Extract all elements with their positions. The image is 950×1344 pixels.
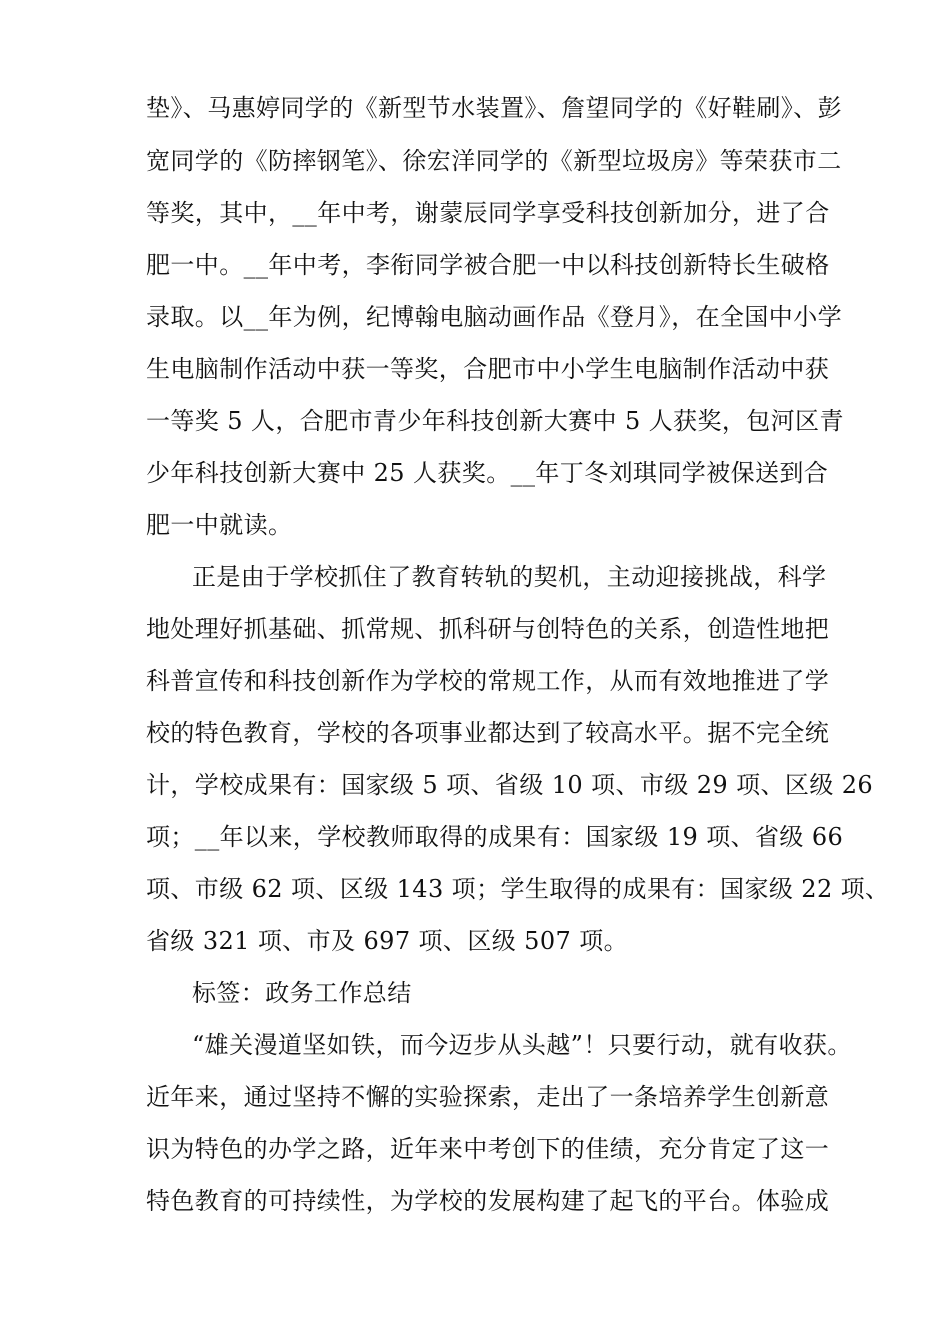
text-line: 等奖，其中，__年中考，谢蒙辰同学享受科技创新加分，进了合 (146, 199, 830, 227)
text-line: 垫》、马惠婷同学的《新型节水装置》、詹望同学的《好鞋刷》、彭 (146, 94, 842, 122)
text-line: 肥一中就读。 (146, 511, 293, 539)
text-line: 项、市级 62 项、区级 143 项；学生取得的成果有：国家级 22 项、 (146, 875, 890, 903)
text-line: 校的特色教育，学校的各项事业都达到了较高水平。据不完全统 (146, 719, 830, 747)
text-line: 地处理好抓基础、抓常规、抓科研与创特色的关系，创造性地把 (146, 615, 830, 643)
text-line: 生电脑制作活动中获一等奖，合肥市中小学生电脑制作活动中获 (146, 355, 830, 383)
text-line: 宽同学的《防摔钢笔》、徐宏洋同学的《新型垃圾房》等荣获市二 (146, 147, 842, 175)
text-line: 近年来，通过坚持不懈的实验探索，走出了一条培养学生创新意 (146, 1083, 830, 1111)
text-line: 一等奖 5 人，合肥市青少年科技创新大赛中 5 人获奖，包河区青 (146, 407, 844, 435)
text-line: 正是由于学校抓住了教育转轨的契机，主动迎接挑战，科学 (192, 563, 827, 591)
text-line: 计，学校成果有：国家级 5 项、省级 10 项、市级 29 项、区级 26 (146, 771, 874, 799)
text-line: 少年科技创新大赛中 25 人获奖。__年丁冬刘琪同学被保送到合 (146, 459, 829, 487)
text-line: 特色教育的可持续性，为学校的发展构建了起飞的平台。体验成 (146, 1187, 830, 1215)
text-line: “雄关漫道坚如铁，而今迈步从头越”！只要行动，就有收获。 (192, 1031, 852, 1059)
tags-line: 标签：政务工作总结 (192, 979, 412, 1007)
text-line: 项；__年以来，学校教师取得的成果有：国家级 19 项、省级 66 (146, 823, 844, 851)
text-line: 录取。以__年为例，纪博翰电脑动画作品《登月》，在全国中小学 (146, 303, 842, 331)
text-line: 肥一中。__年中考，李衔同学被合肥一中以科技创新特长生破格 (146, 251, 830, 279)
text-line: 识为特色的办学之路，近年来中考创下的佳绩，充分肯定了这一 (146, 1135, 830, 1163)
text-line: 省级 321 项、市及 697 项、区级 507 项。 (146, 927, 628, 955)
text-line: 科普宣传和科技创新作为学校的常规工作，从而有效地推进了学 (146, 667, 830, 695)
